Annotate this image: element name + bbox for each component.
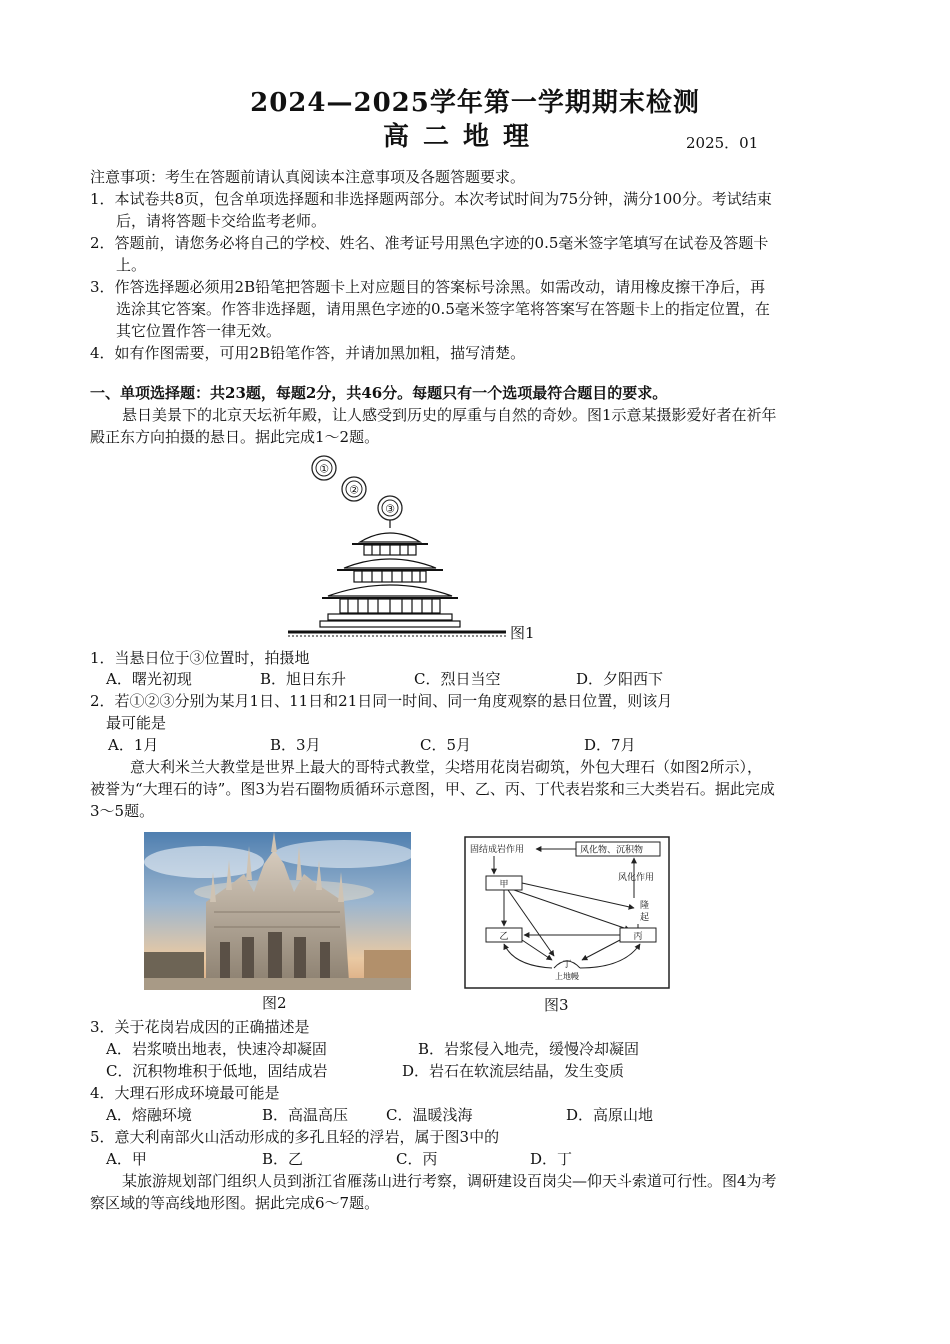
sun-2-icon bbox=[342, 477, 366, 501]
fig3-uplift-label-2: 起 bbox=[640, 913, 650, 923]
q4-option-a: A．熔融环境 bbox=[106, 1106, 192, 1124]
fig3-ding-label: 丁 bbox=[562, 960, 572, 970]
figure-2-milan-cathedral-photo bbox=[144, 832, 411, 990]
notice-line: 后，请将答题卡交给监考老师。 bbox=[116, 212, 327, 230]
exam-date: 2025．01 bbox=[686, 134, 759, 152]
figure-2-caption: 图2 bbox=[262, 994, 287, 1012]
figure-3-rock-cycle-diagram bbox=[464, 836, 670, 990]
question-3-stem: 3．关于花岗岩成因的正确描述是 bbox=[90, 1018, 310, 1036]
intro-line: 意大利米兰大教堂是世界上最大的哥特式教堂，尖塔用花岗岩砌筑，外包大理石（如图2所示）， bbox=[130, 758, 763, 776]
fig3-box-bing: 丙 bbox=[633, 932, 643, 942]
notice-line: 上。 bbox=[116, 256, 147, 274]
intro-line: 3～5题。 bbox=[90, 802, 155, 820]
question-5-stem: 5．意大利南部火山活动形成的多孔且轻的浮岩，属于图3中的 bbox=[90, 1128, 500, 1146]
question-1-stem: 1．当悬日位于③位置时，拍摄地 bbox=[90, 649, 310, 667]
subject-title: 高二地理 bbox=[383, 122, 544, 152]
q4-option-d: D．高原山地 bbox=[566, 1106, 654, 1124]
q1-option-a: A．曙光初现 bbox=[106, 670, 192, 688]
q2-option-d: D．7月 bbox=[584, 736, 636, 754]
temple-icon bbox=[288, 520, 506, 636]
q3-option-b: B．岩浆侵入地壳，缓慢冷却凝固 bbox=[418, 1040, 640, 1058]
notice-line: 4．如有作图需要，可用2B铅笔作答，并请加黑加粗，描写清楚。 bbox=[90, 344, 526, 362]
figure-1-caption: 图1 bbox=[510, 624, 535, 642]
question-2-stem: 2．若①②③分别为某月1日、11日和21日同一时间、同一角度观察的悬日位置，则该月 bbox=[90, 692, 673, 710]
q3-option-c: C．沉积物堆积于低地，固结成岩 bbox=[106, 1062, 328, 1080]
q1-option-d: D．夕阳西下 bbox=[576, 670, 664, 688]
sun-3-icon bbox=[378, 496, 402, 520]
sun-1-icon bbox=[312, 456, 336, 480]
intro-line: 被誉为“大理石的诗”。图3为岩石圈物质循环示意图，甲、乙、丙、丁代表岩浆和三大类岩石。据此完成 bbox=[90, 780, 775, 798]
sun-1-label: ① bbox=[319, 462, 329, 476]
q2-option-a: A．1月 bbox=[108, 736, 159, 754]
fig3-box-yi: 乙 bbox=[499, 932, 509, 942]
q2-option-c: C．5月 bbox=[420, 736, 472, 754]
fig3-consolidation-label: 固结成岩作用 bbox=[470, 845, 525, 855]
fig3-box-jia: 甲 bbox=[499, 880, 509, 890]
intro-line: 殿正东方向拍摄的悬日。据此完成1～2题。 bbox=[90, 428, 380, 446]
notice-line: 2．答题前，请您务必将自己的学校、姓名、准考证号用黑色字迹的0.5毫米签字笔填写在试卷及答题卡 bbox=[90, 234, 769, 252]
sun-2-label: ② bbox=[349, 483, 359, 497]
figure-3-caption: 图3 bbox=[544, 996, 569, 1014]
q5-option-d: D．丁 bbox=[530, 1150, 573, 1168]
q4-option-c: C．温暖浅海 bbox=[386, 1106, 473, 1124]
question-2-stem-cont: 最可能是 bbox=[106, 714, 167, 732]
q1-option-b: B．旭日东升 bbox=[260, 670, 347, 688]
section-heading: 一、单项选择题：共23题，每题2分，共46分。每题只有一个选项最符合题目的要求。 bbox=[90, 384, 668, 402]
fig3-sediment-label: 风化物、沉积物 bbox=[580, 845, 644, 856]
q3-option-d: D．岩石在软流层结晶，发生变质 bbox=[402, 1062, 625, 1080]
fig3-uplift-label-1: 隆 bbox=[640, 901, 650, 911]
intro-line: 悬日美景下的北京天坛祈年殿，让人感受到历史的厚重与自然的奇妙。图1示意某摄影爱好者在祈年 bbox=[122, 406, 777, 424]
fig3-mantle-label: 上地幔 bbox=[555, 972, 579, 981]
notice-line: 3．作答选择题必须用2B铅笔把答题卡上对应题目的答案标号涂黑。如需改动，请用橡皮擦干净后，再 bbox=[90, 278, 766, 296]
notice-line: 其它位置作答一律无效。 bbox=[116, 322, 282, 340]
q5-option-a: A．甲 bbox=[106, 1150, 147, 1168]
figure-1-temple-of-heaven bbox=[282, 452, 512, 642]
question-4-stem: 4．大理石形成环境最可能是 bbox=[90, 1084, 280, 1102]
q5-option-c: C．丙 bbox=[396, 1150, 438, 1168]
q4-option-b: B．高温高压 bbox=[262, 1106, 349, 1124]
q5-option-b: B．乙 bbox=[262, 1150, 304, 1168]
exam-title: 2024—2025学年第一学期期末检测 bbox=[250, 88, 700, 118]
sun-3-label: ③ bbox=[385, 502, 395, 516]
notice-line: 选涂其它答案。作答非选择题，请用黑色字迹的0.5毫米签字笔将答案写在答题卡上的指定位置，在 bbox=[116, 300, 770, 318]
fig3-weathering-label: 风化作用 bbox=[618, 873, 655, 883]
notice-line: 1．本试卷共8页，包含单项选择题和非选择题两部分。本次考试时间为75分钟，满分100分。考试结束 bbox=[90, 190, 772, 208]
intro-line: 某旅游规划部门组织人员到浙江省雁荡山进行考察，调研建设百岗尖—仰天斗索道可行性。图4为考 bbox=[122, 1172, 777, 1190]
q3-option-a: A．岩浆喷出地表，快速冷却凝固 bbox=[106, 1040, 327, 1058]
q1-option-c: C．烈日当空 bbox=[414, 670, 501, 688]
q2-option-b: B．3月 bbox=[270, 736, 321, 754]
intro-line: 察区域的等高线地形图。据此完成6～7题。 bbox=[90, 1194, 380, 1212]
notice-heading: 注意事项：考生在答题前请认真阅读本注意事项及各题答题要求。 bbox=[90, 168, 526, 186]
